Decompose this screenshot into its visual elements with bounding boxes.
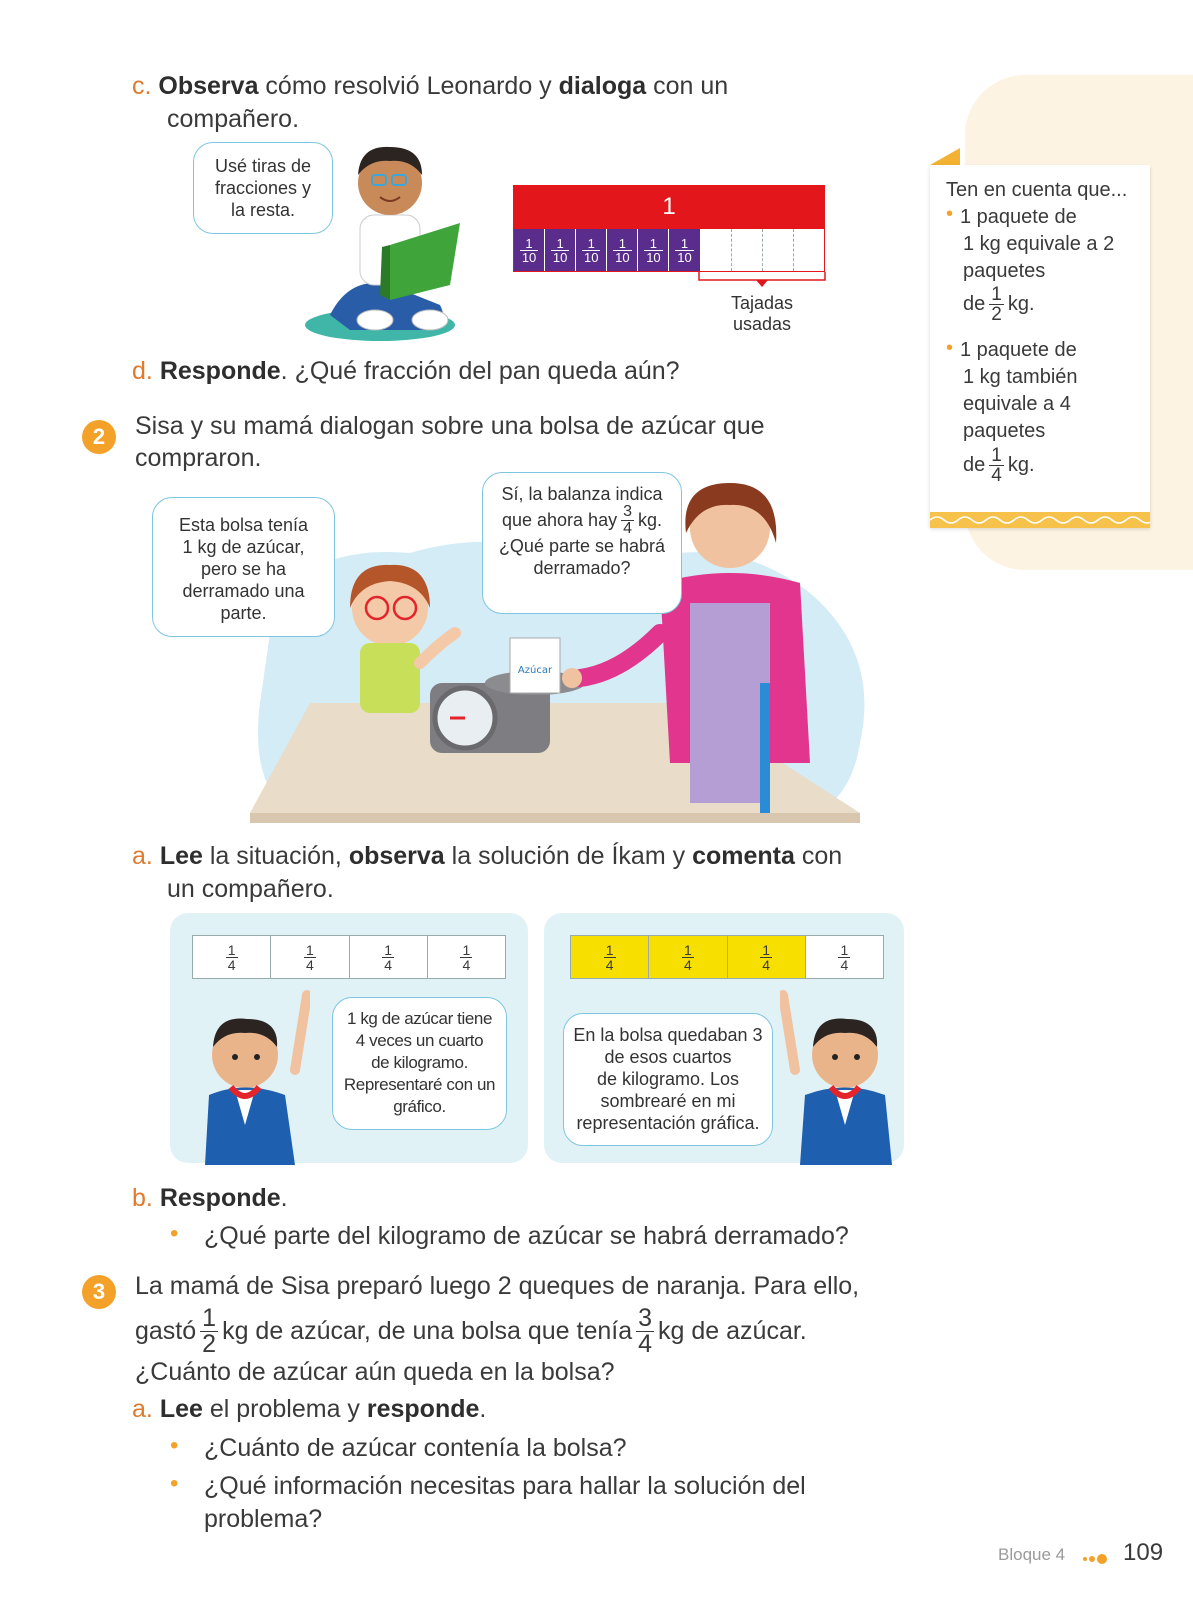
bubble-line: pero se ha	[200, 559, 287, 579]
text: kg de azúcar, de una bolsa que tenía	[222, 1316, 633, 1345]
problem-2-line-1: Sisa y su mamá dialogan sobre una bolsa de azúcar que	[135, 412, 765, 440]
keyword: Observa	[158, 72, 259, 100]
bubble-line: 4 veces un cuarto	[355, 1031, 484, 1050]
keyword: Lee	[159, 842, 203, 870]
bubble-line: ¿Qué parte se habrá	[498, 536, 666, 556]
problem-3-line-3: ¿Cuánto de azúcar aún queda en la bolsa?	[135, 1358, 615, 1386]
note-item-1-line-2: 1 kg equivale a 2	[963, 233, 1115, 255]
note-item-1-fraction	[963, 285, 1035, 324]
bubble-line: Esta bolsa tenía	[178, 515, 309, 535]
item-3a-question-2-line-2: problema?	[204, 1505, 323, 1533]
bubble-line: gráfico.	[393, 1097, 446, 1116]
bubble-line: la resta.	[230, 200, 296, 220]
fraction-one-half: $\frac{1}{2}$	[991, 284, 1002, 325]
keyword: comenta	[692, 842, 795, 870]
quarters-strip-unshaded	[192, 935, 506, 979]
note-de: de	[963, 454, 986, 476]
note-kg: kg.	[1007, 454, 1035, 476]
tenth-cell-used: $\frac{1}{10}$	[545, 229, 576, 271]
bullet-dot: •	[170, 1432, 179, 1459]
note-de: de	[963, 293, 986, 315]
bubble-line: parte.	[220, 603, 267, 623]
ikam-pointing-illustration-left	[195, 985, 310, 1165]
tenths-row	[513, 229, 825, 272]
footer-block-label: Bloque 4	[998, 1545, 1066, 1564]
quarter-cell: $\frac{1}{4}$	[271, 936, 349, 978]
problem-number-badge: 3	[82, 1275, 116, 1309]
keyword: Responde	[159, 357, 281, 385]
note-bullet: •	[946, 203, 954, 225]
sugar-bag-label: Azúcar	[517, 665, 553, 676]
bubble-text: que ahora hay	[501, 510, 618, 530]
item-3a-question-2-line-1: ¿Qué información necesitas para hallar la solución del	[204, 1472, 806, 1500]
note-bullet: •	[946, 337, 954, 359]
tenth-cell-used: $\frac{1}{10}$	[607, 229, 638, 271]
item-c-line-1	[132, 70, 728, 103]
keyword: Lee	[159, 1395, 203, 1423]
ikam-bubble-left	[332, 997, 507, 1130]
used-slices-bracket	[697, 270, 827, 290]
bubble-line: Representaré con un	[343, 1075, 496, 1094]
bubble-line: 1 kg de azúcar,	[182, 537, 305, 557]
whole-bar: 1	[513, 185, 825, 229]
quarter-cell: $\frac{1}{4}$	[350, 936, 428, 978]
text: gastó	[135, 1316, 197, 1345]
quarter-cell: $\frac{1}{4}$	[462, 941, 471, 973]
footer-dots-icon	[1082, 1553, 1110, 1565]
text: .	[280, 1184, 288, 1212]
text: la solución de Íkam y	[444, 842, 693, 870]
bubble-line: fracciones y	[214, 178, 312, 198]
item-3a-question-1: ¿Cuánto de azúcar contenía la bolsa?	[204, 1434, 627, 1462]
note-fold	[930, 148, 960, 165]
tenth-cell-empty	[763, 229, 794, 271]
note-item-2-fraction	[963, 446, 1035, 485]
item-2a-line-1	[132, 840, 842, 873]
problem-3-line-1: La mamá de Sisa preparó luego 2 queques de naranja. Para ello,	[135, 1272, 860, 1300]
ikam-bubble-right	[563, 1013, 773, 1146]
girl-speech-bubble	[152, 497, 335, 637]
note-title: Ten en cuenta que...	[946, 179, 1128, 201]
tenths-fraction-strip	[513, 185, 825, 272]
fraction-three-quarters: $\frac{3}{4}$	[638, 1303, 653, 1358]
text: .	[479, 1395, 487, 1423]
quarters-strip-shaded	[570, 935, 884, 979]
note-item-1-line-3: paquetes	[963, 260, 1046, 282]
bubble-text: kg.	[637, 510, 662, 530]
item-letter: b.	[132, 1184, 153, 1212]
label-line: Tajadas	[730, 293, 794, 313]
fraction-one-quarter: $\frac{1}{4}$	[991, 445, 1002, 486]
bubble-fraction-line	[483, 502, 681, 537]
tenth-cell-used: $\frac{1}{10}$	[576, 229, 607, 271]
item-d	[132, 355, 680, 388]
keyword: Responde	[159, 1184, 281, 1212]
item-c-line-2: compañero.	[167, 105, 300, 133]
tenth-cell-used: $\frac{1}{10}$	[669, 229, 700, 271]
label-line: usadas	[732, 314, 792, 334]
note-item-1-line-1: 1 paquete de	[960, 206, 1077, 228]
fraction-three-quarters: $\frac{3}{4}$	[623, 502, 632, 537]
note-kg: kg.	[1007, 293, 1035, 315]
keyword: dialoga	[558, 72, 647, 100]
quarter-cell-shaded: $\frac{1}{4}$	[728, 936, 806, 978]
tenth-cell-empty	[701, 229, 732, 271]
bubble-line: representación gráfica.	[576, 1113, 760, 1133]
page-number: 109	[1123, 1539, 1164, 1566]
keyword: observa	[348, 842, 445, 870]
tenth-cell-used: $\frac{1}{10}$	[514, 229, 545, 271]
problem-number-badge: 2	[82, 420, 116, 454]
item-2b-question: ¿Qué parte del kilogramo de azúcar se habrá derramado?	[204, 1222, 849, 1250]
note-wave-border	[930, 512, 1150, 528]
bullet-dot: •	[170, 1470, 179, 1497]
text: kg de azúcar.	[658, 1316, 807, 1345]
bubble-line: Sí, la balanza indica	[501, 484, 663, 504]
item-3a	[132, 1393, 486, 1426]
text: con un	[646, 72, 729, 100]
problem-3-line-2	[135, 1300, 807, 1362]
bubble-line: En la bolsa quedaban 3	[573, 1025, 763, 1045]
tenth-cell-empty	[732, 229, 763, 271]
bubble-line: de kilogramo. Los	[596, 1069, 740, 1089]
text: con	[794, 842, 843, 870]
used-slices-label	[712, 293, 812, 335]
item-letter: c.	[132, 72, 152, 100]
quarter-cell: $\frac{1}{4}$	[840, 941, 849, 973]
tenth-cell-empty	[794, 229, 824, 271]
quarter-cell: $\frac{1}{4}$	[193, 936, 271, 978]
leonardo-reading-illustration	[290, 135, 475, 345]
note-item-2-line-1: 1 paquete de	[960, 339, 1077, 361]
note-item-2-line-4: paquetes	[963, 420, 1046, 442]
item-2b	[132, 1182, 288, 1215]
quarter-cell-shaded: $\frac{1}{4}$	[571, 936, 649, 978]
mom-speech-bubble	[482, 472, 682, 614]
text: el problema y	[202, 1395, 367, 1423]
item-2a-line-2: un compañero.	[167, 875, 334, 903]
text: cómo resolvió Leonardo y	[258, 72, 559, 100]
ikam-pointing-illustration-right	[780, 985, 895, 1165]
bubble-line: de kilogramo.	[371, 1053, 468, 1072]
problem-2-line-2: compraron.	[135, 444, 262, 472]
bullet-dot: •	[170, 1220, 179, 1247]
bubble-line: sombrearé en mi	[600, 1091, 736, 1111]
fraction-one-half: $\frac{1}{2}$	[202, 1303, 217, 1358]
note-item-2-line-3: equivale a 4	[963, 393, 1071, 415]
bubble-line: Usé tiras de	[214, 156, 312, 176]
note-item-2-line-2: 1 kg también	[963, 366, 1078, 388]
item-letter: a.	[132, 842, 153, 870]
quarter-cell-shaded: $\frac{1}{4}$	[649, 936, 727, 978]
bubble-line: derramado una	[182, 581, 305, 601]
item-letter: a.	[132, 1395, 153, 1423]
bubble-line: 1 kg de azúcar tiene	[346, 1009, 493, 1028]
item-letter: d.	[132, 357, 153, 385]
bubble-line: de esos cuartos	[604, 1047, 732, 1067]
tenth-cell-used: $\frac{1}{10}$	[638, 229, 669, 271]
bubble-line: derramado?	[533, 558, 631, 578]
text: la situación,	[202, 842, 349, 870]
tip-note	[930, 165, 1150, 527]
keyword: responde	[366, 1395, 480, 1423]
text: . ¿Qué fracción del pan queda aún?	[280, 357, 680, 385]
